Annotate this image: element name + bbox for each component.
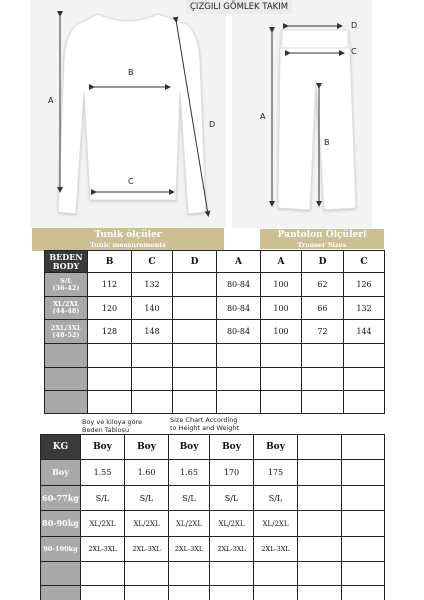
trouser-label-b: B (324, 138, 330, 147)
value-cell: 100 (261, 273, 302, 297)
table-row (41, 511, 385, 537)
caption-en (170, 416, 239, 432)
col-header: Boy (169, 435, 210, 460)
trouser-section-title: Pantolon Ölçüleri (277, 230, 367, 240)
value-cell: 80-84 (217, 297, 261, 320)
table-row (45, 297, 385, 320)
value-cell: 62 (302, 273, 344, 297)
tunic-section-header (32, 228, 224, 251)
corner-line2: BODY (52, 260, 80, 271)
value-cell: XL/2XL (210, 511, 254, 537)
col-header: C (132, 251, 173, 273)
value-cell (298, 511, 342, 537)
beden-body-corner (45, 251, 88, 273)
table-row (41, 586, 385, 600)
value-cell (342, 486, 385, 511)
empty-row-label (41, 586, 81, 600)
value-cell (173, 297, 217, 320)
measurement-header-row (45, 251, 385, 273)
value-cell: 72 (302, 320, 344, 344)
value-cell: 2XL-3XL (169, 537, 210, 562)
value-cell: 128 (88, 320, 132, 344)
value-cell: XL/2XL (254, 511, 298, 537)
table-row (45, 368, 385, 391)
table-row (41, 460, 385, 486)
value-cell: 2XL-3XL (81, 537, 125, 562)
value-cell: S/L (210, 486, 254, 511)
caption-tr (82, 418, 142, 434)
value-cell: 80-84 (217, 273, 261, 297)
empty-size-cell (45, 344, 88, 368)
value-cell: XL/2XL (169, 511, 210, 537)
value-cell (298, 486, 342, 511)
value-cell: 66 (302, 297, 344, 320)
kg-corner: KG (41, 435, 81, 460)
value-cell: 80-84 (217, 320, 261, 344)
col-header: Boy (125, 435, 169, 460)
table-row (45, 273, 385, 297)
trouser-section-header (260, 229, 384, 249)
tunic-section-subtitle: Tunic measurements (90, 241, 166, 249)
measurement-table (44, 250, 385, 414)
size-cell: XL/2XL (44-48) (45, 297, 88, 320)
caption-tr-line1: Boy ve kiloya göre (82, 418, 143, 426)
value-cell: S/L (81, 486, 125, 511)
value-cell: 120 (88, 297, 132, 320)
table-row (45, 320, 385, 344)
empty-row-label (41, 562, 81, 586)
value-cell: 2XL-3XL (254, 537, 298, 562)
value-cell: 2XL-3XL (210, 537, 254, 562)
col-header: Boy (81, 435, 125, 460)
size-cell: S/L (36-42) (45, 273, 88, 297)
col-header: D (302, 251, 344, 273)
product-title: ÇIZGILI GÖMLEK TAKIM (186, 0, 292, 14)
value-cell: 100 (261, 320, 302, 344)
value-cell: 112 (88, 273, 132, 297)
col-header: A (217, 251, 261, 273)
value-cell: XL/2XL (125, 511, 169, 537)
trouser-section-subtitle: Trouser Sizes (297, 241, 347, 249)
row-label: 90-100kg (41, 537, 81, 562)
col-header: B (88, 251, 132, 273)
value-cell: S/L (125, 486, 169, 511)
value-cell: 1.65 (169, 460, 210, 486)
col-header: Boy (210, 435, 254, 460)
caption-en-line1: Size Chart According (170, 416, 238, 424)
value-cell (342, 511, 385, 537)
value-cell: 132 (132, 273, 173, 297)
table-row (41, 537, 385, 562)
value-cell (173, 320, 217, 344)
weight-height-table (40, 434, 385, 600)
value-cell: 132 (344, 297, 385, 320)
value-cell: 2XL-3XL (125, 537, 169, 562)
garment-drawing (0, 0, 424, 228)
tunic-section-title: Tunik ölçüler (94, 230, 162, 240)
col-header (342, 435, 385, 460)
value-cell: 144 (344, 320, 385, 344)
value-cell: S/L (254, 486, 298, 511)
value-cell: 126 (344, 273, 385, 297)
table-row (41, 562, 385, 586)
value-cell: S/L (169, 486, 210, 511)
table-row (45, 344, 385, 368)
value-cell (342, 537, 385, 562)
col-header (298, 435, 342, 460)
col-header: Boy (254, 435, 298, 460)
value-cell (298, 460, 342, 486)
garment-illustration (0, 0, 424, 228)
corner-line1: BEDEN (49, 251, 83, 262)
row-label: Boy (41, 460, 81, 486)
trouser-label-d: D (351, 21, 358, 30)
size-cell: 2XL/3XL (48-52) (45, 320, 88, 344)
value-cell: 170 (210, 460, 254, 486)
row-label: 80-90kg (41, 511, 81, 537)
empty-size-cell (45, 368, 88, 391)
weight-header-row (41, 435, 385, 460)
value-cell (298, 537, 342, 562)
value-cell: 1.60 (125, 460, 169, 486)
tunic-label-c: C (128, 177, 134, 186)
table-row (41, 486, 385, 511)
table-row (45, 391, 385, 414)
tunic-label-d: D (209, 120, 216, 129)
col-header: A (261, 251, 302, 273)
caption-tr-line2: Beden Tablosu (82, 426, 130, 434)
tunic-label-b: B (128, 68, 134, 77)
col-header: C (344, 251, 385, 273)
empty-size-cell (45, 391, 88, 414)
value-cell (342, 460, 385, 486)
value-cell: 1.55 (81, 460, 125, 486)
value-cell: 148 (132, 320, 173, 344)
trouser-label-a: A (260, 112, 266, 121)
value-cell (173, 273, 217, 297)
value-cell: 175 (254, 460, 298, 486)
tunic-label-a: A (48, 96, 54, 105)
value-cell: 140 (132, 297, 173, 320)
col-header: D (173, 251, 217, 273)
row-label: 60-77kg (41, 486, 81, 511)
caption-en-line2: to Height and Weight (170, 424, 240, 432)
value-cell: 100 (261, 297, 302, 320)
trouser-shape (278, 30, 356, 210)
value-cell: XL/2XL (81, 511, 125, 537)
trouser-label-c: C (351, 47, 357, 56)
